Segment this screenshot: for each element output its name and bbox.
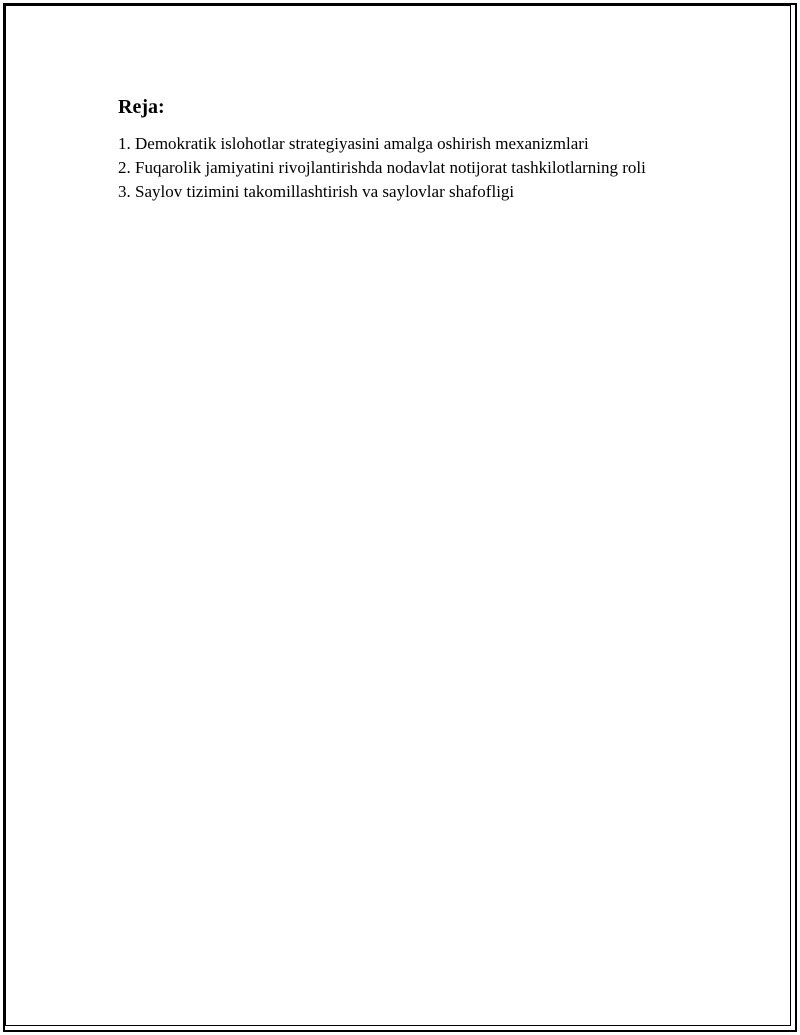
plan-item-2: 2. Fuqarolik jamiyatini rivojlantirishda nodavlat notijorat tashkilotlarning roli: [118, 158, 646, 177]
plan-item-3: 3. Saylov tizimini takomillashtirish va saylovlar shafofligi: [118, 182, 515, 201]
plan-heading: Reja:: [118, 96, 165, 118]
document-body: [118, 94, 678, 204]
plan-item-1: 1. Demokratik islohotlar strategiyasini amalga oshirish mexanizmlari: [118, 134, 589, 153]
plan-list: [118, 132, 678, 204]
